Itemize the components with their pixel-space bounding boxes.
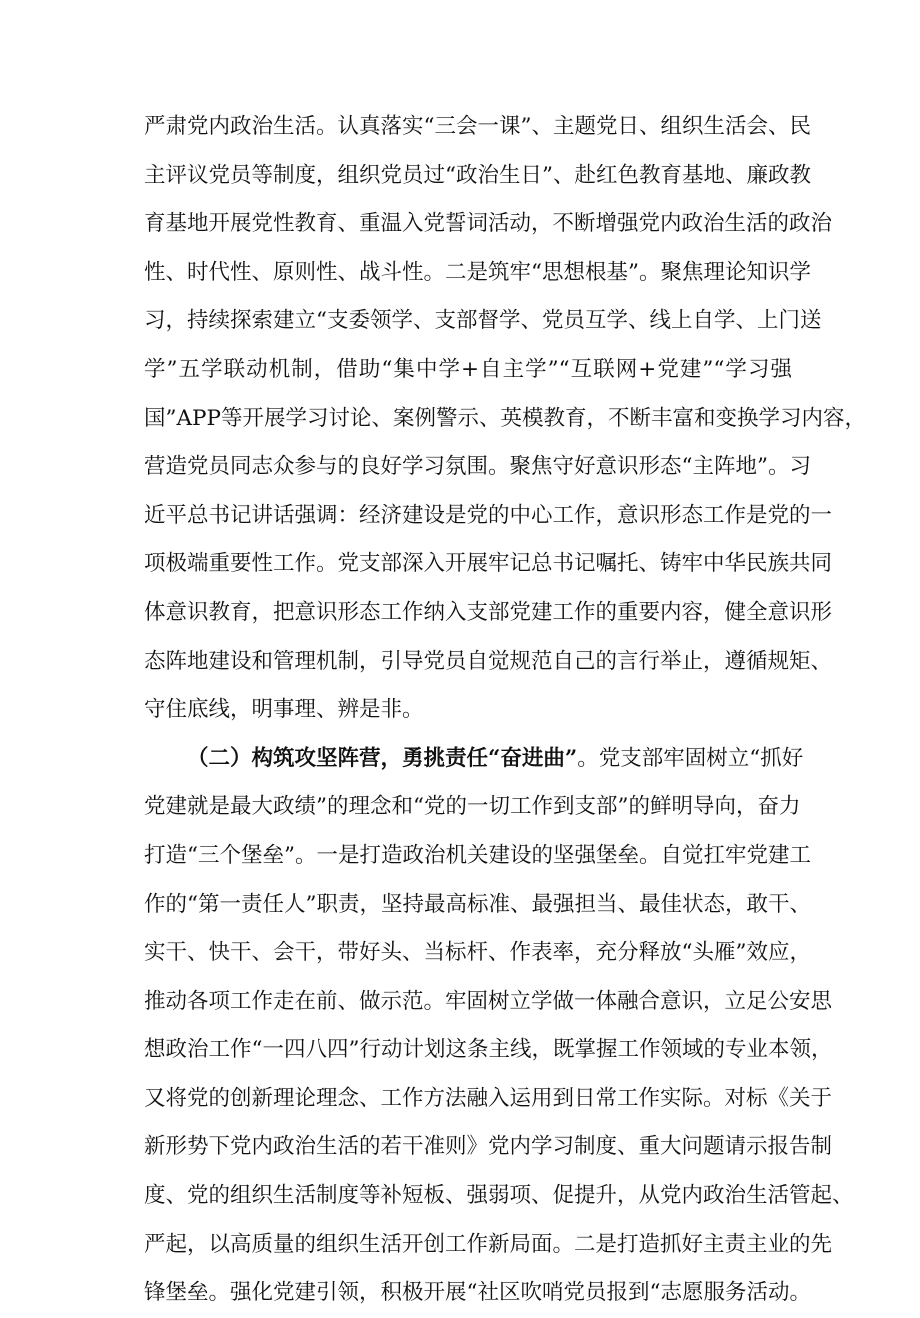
text-line: 作的“第一责任人”职责，坚持最高标准、最强担当、最佳状态，敢干、 xyxy=(144,891,811,917)
heading-line-rest: 。党支部牢固树立“抓好 xyxy=(577,745,804,771)
text-line: 营造党员同志众参与的良好学习氛围。聚焦守好意识形态“主阵地”。习 xyxy=(144,454,811,480)
text-line: 推动各项工作走在前、做示范。牢固树立学做一体融合意识，立足公安思 xyxy=(144,988,833,1014)
section-heading: （二）构筑攻坚阵营，勇挑责任“奋进曲” xyxy=(187,745,578,771)
text-line: 严肃党内政治生活。认真落实“三会一课”、主题党日、组织生活会、民 xyxy=(144,114,811,139)
text-line: 学”五学联动机制，借助“集中学+自主学”“互联网+党建”“学习强 xyxy=(144,356,792,382)
text-line: 项极端重要性工作。党支部深入开展牢记总书记嘱托、铸牢中华民族共同 xyxy=(144,551,833,577)
text-line: 态阵地建设和管理机制，引导党员自觉规范自己的言行举止，遵循规矩、 xyxy=(144,648,833,674)
text-line: 实干、快干、会干，带好头、当标杆、作表率，充分释放“头雁”效应， xyxy=(144,940,811,966)
text-line: 国”APP等开展学习讨论、案例警示、英模教育，不断丰富和变换学习内容， xyxy=(144,405,866,431)
text-line: 度、党的组织生活制度等补短板、强弱项、促提升，从党内政治生活管起、 xyxy=(144,1183,854,1209)
text-line: 新形势下党内政治生活的若干准则》党内学习制度、重大问题请示报告制 xyxy=(144,1134,833,1160)
document-body xyxy=(144,103,866,1318)
text-line: 锋堡垒。强化党建引领，积极开展“社区吹哨党员报到“志愿服务活动。 xyxy=(144,1280,811,1306)
text-line: 想政治工作“一四八四”行动计划这条主线，既掌握工作领域的专业本领， xyxy=(144,1037,833,1063)
text-line: 党建就是最大政绩”的理念和“党的一切工作到支部”的鲜明导向，奋力 xyxy=(144,794,801,820)
text-line: 体意识教育，把意识形态工作纳入支部党建工作的重要内容，健全意识形 xyxy=(144,599,833,625)
text-line: 严起，以高质量的组织生活开创工作新局面。二是打造抓好主责主业的先 xyxy=(144,1231,833,1257)
text-line: 主评议党员等制度，组织党员过“政治生日”、赴红色教育基地、廉政教 xyxy=(144,162,811,188)
paragraph-battle-fortress xyxy=(144,735,854,1318)
text-line: 性、时代性、原则性、战斗性。二是筑牢“思想根基”。聚焦理论知识学 xyxy=(144,259,811,285)
text-line: 守住底线，明事理、辨是非。 xyxy=(144,697,424,723)
paragraph-party-life xyxy=(144,103,866,735)
text-line: 习，持续探索建立“支委领学、支部督学、党员互学、线上自学、上门送 xyxy=(144,308,822,334)
section-heading-line xyxy=(144,735,804,784)
text-line: 近平总书记讲话强调：经济建设是党的中心工作，意识形态工作是党的一 xyxy=(144,502,833,528)
text-line: 育基地开展党性教育、重温入党誓词活动，不断增强党内政治生活的政治 xyxy=(144,211,833,237)
text-line: 打造“三个堡垒”。一是打造政治机关建设的坚强堡垒。自觉扛牢党建工 xyxy=(144,842,811,868)
text-line: 又将党的创新理论理念、工作方法融入运用到日常工作实际。对标《关于 xyxy=(144,1085,833,1111)
